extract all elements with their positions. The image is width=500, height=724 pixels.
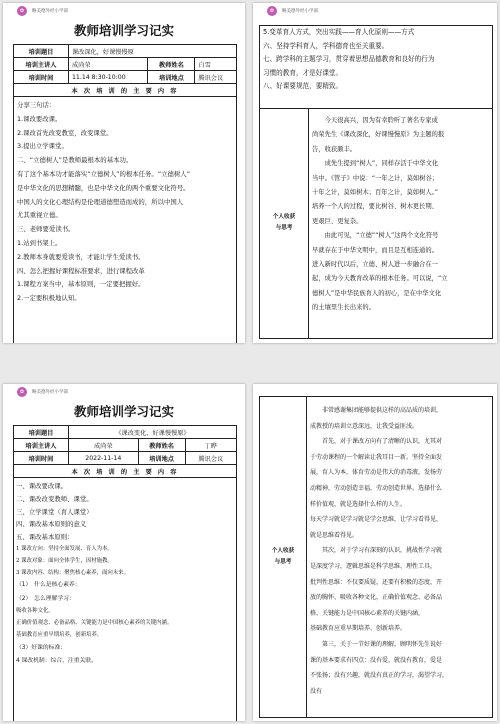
reflection-line: 德树人”是中华民族育人的初心，是在中华文化 xyxy=(312,289,442,297)
time-value: 11.14 8:30-10:00 xyxy=(69,71,148,84)
reflection-label-cell xyxy=(260,397,307,717)
reflection-line: 不张扬；没有兴趣，就没有真正的学习，渴望学习， xyxy=(310,672,449,680)
content-line: 1 课改方向：坚持全面发展、育人为本。 xyxy=(16,545,113,552)
content-line: 正确价值观念、必备品格、关键能力是中国核心素养的关键内涵。 xyxy=(16,619,173,626)
content-line: 3 课改内容、结构：聚焦核心素养，面向未来。 xyxy=(16,569,129,576)
school-header xyxy=(253,3,497,19)
content-line: 2.教师本身就要爱读书，才能让学生爱读书。 xyxy=(17,252,145,261)
reflection-text xyxy=(308,403,490,699)
reflection-line: 早就存在于中华文明中，而且是互相连通的。 xyxy=(312,246,438,254)
school-header xyxy=(3,384,245,400)
reflection-line: 成先生提到“树人”，同样存活于中华文化 xyxy=(312,160,439,168)
location-label: 培训地点 xyxy=(138,452,185,465)
content-continued xyxy=(260,26,492,109)
teacher-label: 教师姓名 xyxy=(148,58,195,71)
reflection-line: 批判性思维：不仅要质疑，还要有积极的态度，开 xyxy=(310,578,443,586)
reflection-line: 十年之计，莫如树木；百年之计，莫如树人。” xyxy=(312,189,439,197)
reflection-line: 是深度学习，逻辑思维是科学思维、理性工具， xyxy=(310,562,437,570)
teacher-label: 教师姓名 xyxy=(138,439,185,452)
speaker-value: 成尚荣 xyxy=(69,58,148,71)
school-header xyxy=(3,3,245,19)
reflection-line: 起，成为今天教育改革的根本任务。可以说，“立 xyxy=(312,275,448,283)
reflection-label xyxy=(263,546,303,568)
reflection-line: 进入新时代以后，立德、树人进一步融合在一 xyxy=(312,261,438,269)
content-line: 二、“立德树人”是教师最根本的基本功。 xyxy=(17,156,133,165)
school-logo-icon: ✿ xyxy=(17,6,27,16)
record-page-3 xyxy=(3,384,245,721)
reflection-line: 的土壤里生长出来的。 xyxy=(312,304,375,312)
content-line: 2 课改对象：面向全体学生，因材施教。 xyxy=(16,557,113,564)
reflection-line: 样价值观，就是选择什么样的人生。 xyxy=(310,500,407,508)
content-line: 2.课改首先改变教室，改变课堂。 xyxy=(17,128,113,137)
content-line: 分享三句话： xyxy=(17,101,56,109)
content-line: 是中华文化的思想精髓，也是中华文化的两个重要文化符号。 xyxy=(17,183,190,192)
content-line: （3）好课的标准： xyxy=(16,644,67,651)
reflection-line: 基础教育应重早期培养、创新培养。 xyxy=(310,625,407,633)
reflection-label-line: 个人收获 xyxy=(271,548,295,554)
content-line: 三、立学课堂（育人课堂） xyxy=(16,507,93,516)
content-line: 三、老师要爱读书。 xyxy=(17,225,75,234)
section-header: 本 次 培 训 的 主 要 内 容 xyxy=(14,465,237,478)
reflection-line: 培养一个人的过程，要比树谷、树木更长期、 xyxy=(312,203,438,211)
content-line: （2） 怎么理解学习： xyxy=(16,595,75,602)
reflection-line: 更艰巨、更复杂。 xyxy=(312,217,363,225)
content-line: 四、怎么把握好课程标准要求，进行课程改革 xyxy=(17,266,145,275)
record-page-1 xyxy=(3,3,245,343)
teacher-value: 丁晔 xyxy=(185,439,236,452)
location-label: 培训地点 xyxy=(148,71,195,84)
content-line: 1.课程方案当中，基本原则，一定要把握好。 xyxy=(17,280,145,289)
content-line: 吸收各种文化。 xyxy=(16,608,54,615)
time-label: 培训时间 xyxy=(14,452,69,465)
school-name: 略美德外经小学部 xyxy=(32,9,68,14)
reflection-line: 非常感谢集团能够提供这样的高品质的培训， xyxy=(310,407,443,414)
reflection-line: 其次，对于学习有深刻的认识，挑战性学习就 xyxy=(310,547,443,555)
content-line: 五、课改基本原则： xyxy=(16,533,74,542)
info-table xyxy=(13,425,237,478)
time-label: 培训时间 xyxy=(14,71,69,84)
reflection-line: 于劳动课程的一个解读让我耳目一新。坚持全面发 xyxy=(310,453,443,461)
content-line: 一、课改要改课。 xyxy=(16,482,68,490)
content-line: 二、课改改变教师、课堂。 xyxy=(16,494,93,503)
content-line: 有了这个基本功才能落实“立德树人”的根本任务。“立德树人” xyxy=(17,169,191,178)
content-box xyxy=(13,97,237,343)
record-page-2 xyxy=(253,3,497,343)
reflection-line: 尚荣先生《课改深化，好课慢慢原》为主题的报 xyxy=(312,131,445,139)
speaker-label: 培训主讲人 xyxy=(14,439,69,452)
content-line: 尤其重视立德。 xyxy=(17,211,62,220)
content-line: 5.变革育人方式，突出实践——育人化原则——方式 xyxy=(263,28,415,36)
reflection-line: 动精神，劳动创造幸福，劳动创造世界。选择什么 xyxy=(310,484,443,492)
content-grid xyxy=(259,25,493,339)
reflection-line: 课的基本要求有四点：没有爱，就没有教育，爱是 xyxy=(310,656,443,664)
record-page-4 xyxy=(253,384,497,721)
page-title: 教师培训学习记实 xyxy=(73,23,174,38)
reflection-line: 放的胸怀、吸收各种文化，正确价值观念、必备品 xyxy=(310,594,443,602)
content-line: 中国人的文化心理结构是伦理道德塑造而成的，所以中国人 xyxy=(17,197,184,206)
location-value: 腾讯会议 xyxy=(195,71,237,84)
topic-value: 《课改变化，好课慢慢原》 xyxy=(69,426,237,439)
location-value: 腾讯会议 xyxy=(185,452,236,465)
reflection-line: 没有 xyxy=(310,687,323,695)
content-line: 习惯的教育，才是好课堂。 xyxy=(263,68,343,77)
reflection-text xyxy=(310,114,490,316)
reflection-line: 由此可见，“立德”“树人”这两个文化符号 xyxy=(312,232,439,240)
reflection-line: 成教授的培训立意深远，让我受益匪浅。 xyxy=(310,422,419,430)
content-line: （1） 什么是核心素养： xyxy=(16,582,81,589)
reflection-label-line: 与思考 xyxy=(275,225,293,231)
content-line: 1.站到书架上。 xyxy=(17,238,62,247)
reflection-line: 告，收获颇丰。 xyxy=(312,145,357,153)
reflection-line: 当中。《管子》中说：“一年之计，莫如树谷； xyxy=(312,174,439,182)
reflection-label xyxy=(264,212,304,234)
content-line: 1.课改要改课。 xyxy=(17,114,62,123)
school-name: 略美德外经小学部 xyxy=(282,9,318,14)
school-name: 略美德外经小学部 xyxy=(32,390,68,395)
school-logo-icon: ✿ xyxy=(17,387,27,397)
reflection-line: 今天很高兴，因为有幸聆听了著名专家成 xyxy=(312,117,438,124)
teacher-value: 白雪 xyxy=(195,58,237,71)
reflection-line: 首先，对于课改方向有了清晰的认识，尤其对 xyxy=(310,438,443,446)
time-value: 2022-11-14 xyxy=(69,452,139,465)
page-title: 教师培训学习记实 xyxy=(73,404,174,419)
speaker-label: 培训主讲人 xyxy=(14,58,69,71)
reflection-line: 展，育人为本，体育劳动是伟大的消毒液，发扬劳 xyxy=(310,469,443,477)
reflection-line: 每天学习就是学习就是学会思维，让学习看得见， xyxy=(310,516,443,524)
content-line: 4 课改机制：综合，注重关联。 xyxy=(16,657,97,664)
reflection-line: 第三，关于一节好课的理解，顾明怀先生说好 xyxy=(310,640,443,648)
section-header: 本 次 培 训 的 主 要 内 容 xyxy=(14,84,237,97)
content-grid xyxy=(259,396,493,718)
reflection-line: 就是思维看得见。 xyxy=(310,531,359,539)
content-line: 基础教育应重早期培养，创新培养。 xyxy=(16,631,103,638)
reflection-label-line: 个人收获 xyxy=(272,214,296,220)
reflection-line: 格、关键能力是中国核心素养的关键内涵， xyxy=(310,609,425,617)
topic-label: 培训题目 xyxy=(14,426,69,439)
topic-value: 课改深化，好课慢慢原 xyxy=(69,45,237,58)
school-logo-icon: ✿ xyxy=(267,6,277,16)
content-line: 七、跨学科的主题学习，贯穿着思想品德教育和良好的行为 xyxy=(263,55,435,63)
content-line: 3.提出立学课堂。 xyxy=(17,142,68,151)
content-line: 八、好课要规范，要精致。 xyxy=(263,82,343,90)
topic-label: 培训题目 xyxy=(14,45,69,58)
content-line: 六、坚持学科育人，学科德育也至关重要。 xyxy=(263,41,389,50)
reflection-label-cell xyxy=(260,108,309,338)
content-line: 2.一定要积极地认知。 xyxy=(17,294,81,303)
info-table xyxy=(13,44,237,97)
content-box xyxy=(13,478,237,721)
reflection-label-line: 与思考 xyxy=(274,559,292,565)
speaker-value: 成尚荣 xyxy=(69,439,139,452)
content-line: 四、课改基本原则的意义 xyxy=(16,520,87,529)
